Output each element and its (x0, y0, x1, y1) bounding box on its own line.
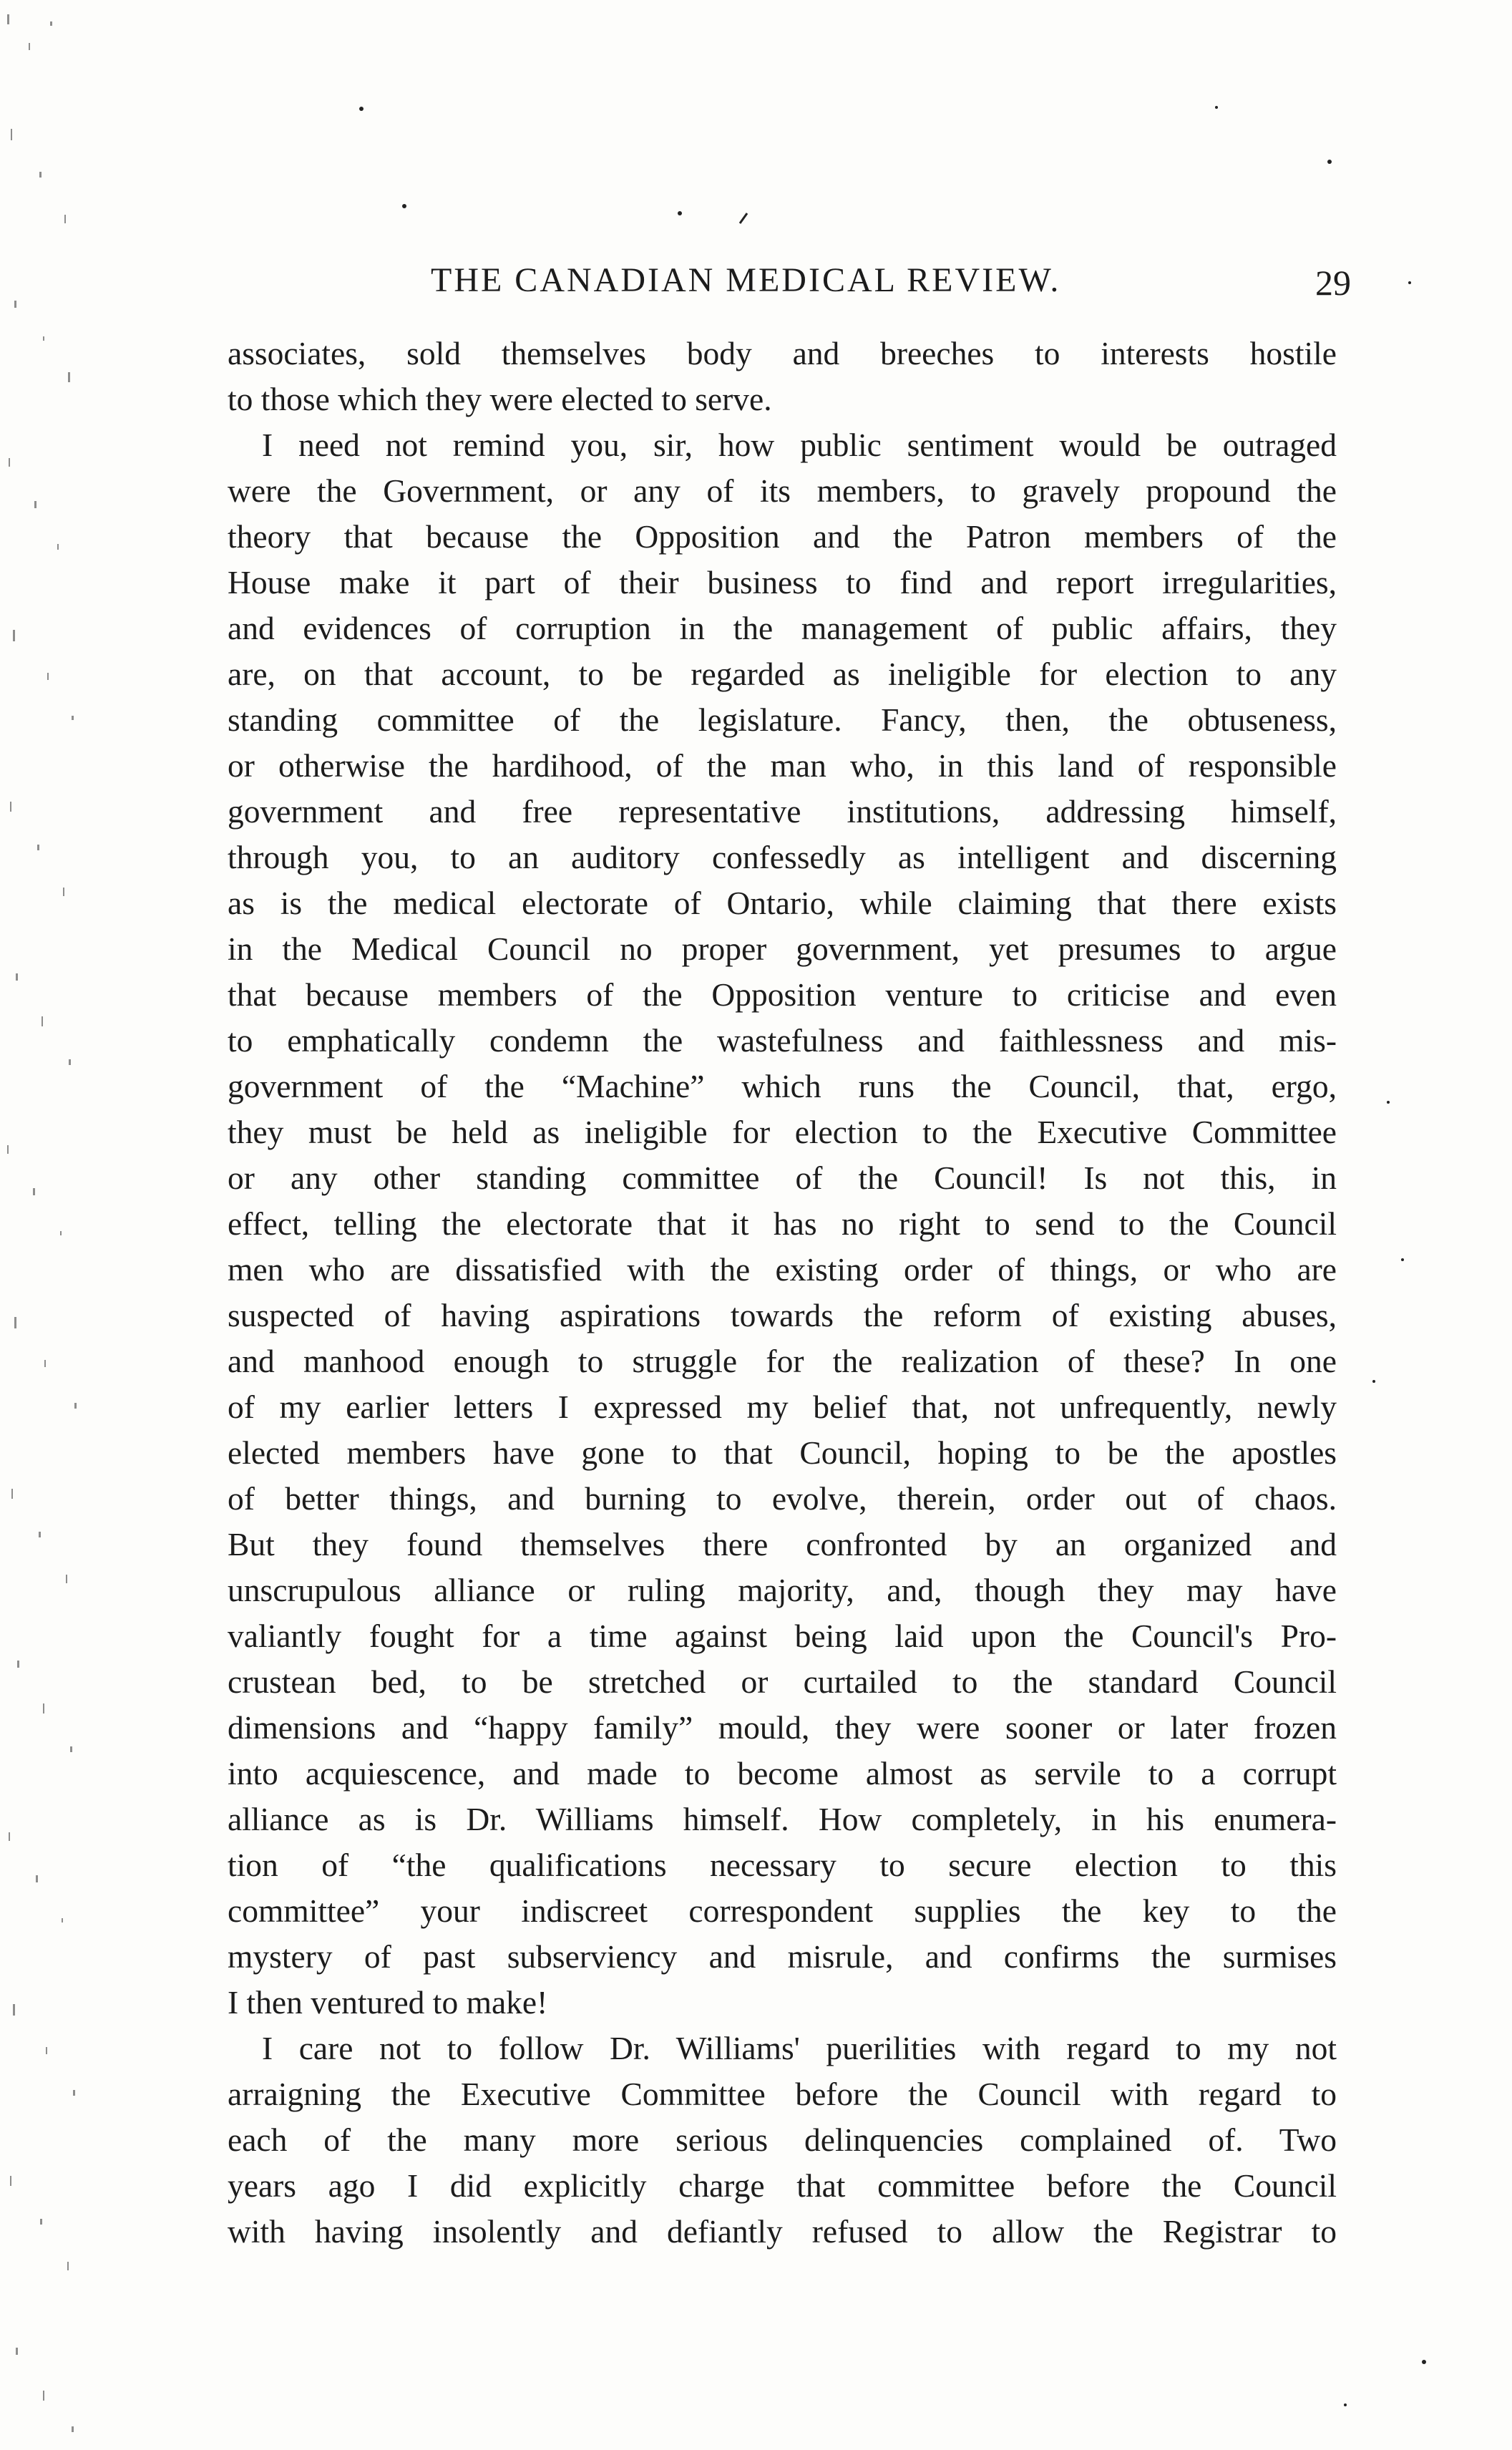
text-line: of better things, and burning to evolve, therein, order out of chaos. (228, 1480, 1337, 1517)
text-line: effect, telling the electorate that it has no right to send to the Council (228, 1205, 1337, 1242)
text-line: House make it part of their business to find and report irregularities, (228, 564, 1337, 601)
text-line: But they found themselves there confronted by an organized and (228, 1526, 1337, 1562)
text-line: valiantly fought for a time against being laid upon the Council's Pro- (228, 1618, 1337, 1654)
text-line: in the Medical Council no proper government, yet presumes to argue (228, 930, 1337, 967)
article-body (228, 331, 1337, 2255)
text-line: standing committee of the legislature. Fancy, then, the obtuseness, (228, 701, 1337, 738)
text-line: and manhood enough to struggle for the realization of these? In one (228, 1343, 1337, 1379)
text-line: with having insolently and defiantly refused to allow the Registrar to (228, 2213, 1337, 2250)
text-line: to emphatically condemn the wastefulness and faithlessness and mis- (228, 1022, 1337, 1059)
text-line: tion of “the qualifications necessary to secure election to this (228, 1847, 1337, 1883)
text-line: or any other standing committee of the Council! Is not this, in (228, 1160, 1337, 1196)
text-line: or otherwise the hardihood, of the man who, in this land of responsible (228, 747, 1337, 784)
text-line: unscrupulous alliance or ruling majority, and, though they may have (228, 1572, 1337, 1608)
text-line: of my earlier letters I expressed my belief that, not unfrequently, newly (228, 1389, 1337, 1425)
text-line: I need not remind you, sir, how public sentiment would be outraged (262, 427, 1337, 463)
text-line: committee” your indiscreet correspondent supplies the key to the (228, 1892, 1337, 1929)
text-line: government of the “Machine” which runs the Council, that, ergo, (228, 1068, 1337, 1104)
running-title: THE CANADIAN MEDICAL REVIEW. (431, 261, 1061, 299)
text-line: crustean bed, to be stretched or curtailed to the standard Council (228, 1663, 1337, 1700)
text-line: arraigning the Executive Committee before the Council with regard to (228, 2076, 1337, 2112)
text-line: and evidences of corruption in the management of public affairs, they (228, 610, 1337, 646)
text-line: that because members of the Opposition venture to criticise and even (228, 976, 1337, 1013)
text-line: as is the medical electorate of Ontario, while claiming that there exists (228, 885, 1337, 921)
text-line: associates, sold themselves body and breeches to interests hostile (228, 335, 1337, 371)
text-line: to those which they were elected to serve. (228, 381, 772, 417)
text-line: were the Government, or any of its members, to gravely propound the (228, 472, 1337, 509)
text-line: years ago I did explicitly charge that committee before the Council (228, 2167, 1337, 2204)
text-line: I care not to follow Dr. Williams' puerilities with regard to my not (262, 2030, 1337, 2066)
text-line: men who are dissatisfied with the existing order of things, or who are (228, 1251, 1337, 1288)
text-line: I then ventured to make! (228, 1984, 548, 2021)
text-line: elected members have gone to that Council, hoping to be the apostles (228, 1434, 1337, 1471)
text-line: they must be held as ineligible for election to the Executive Committee (228, 1114, 1337, 1150)
page-header (228, 256, 1351, 313)
text-line: into acquiescence, and made to become almost as servile to a corrupt (228, 1755, 1337, 1792)
text-line: mystery of past subserviency and misrule, and confirms the surmises (228, 1938, 1337, 1975)
text-line: alliance as is Dr. Williams himself. How completely, in his enumera- (228, 1801, 1337, 1837)
text-line: theory that because the Opposition and the Patron members of the (228, 518, 1337, 555)
text-line: government and free representative institutions, addressing himself, (228, 793, 1337, 830)
text-line: each of the many more serious delinquencies complained of. Two (228, 2121, 1337, 2158)
text-line: are, on that account, to be regarded as ineligible for election to any (228, 656, 1337, 692)
text-line: suspected of having aspirations towards the reform of existing abuses, (228, 1297, 1337, 1333)
text-line: through you, to an auditory confessedly as intelligent and discerning (228, 839, 1337, 875)
text-line: dimensions and “happy family” mould, they were sooner or later frozen (228, 1709, 1337, 1746)
page-number: 29 (1315, 263, 1351, 303)
